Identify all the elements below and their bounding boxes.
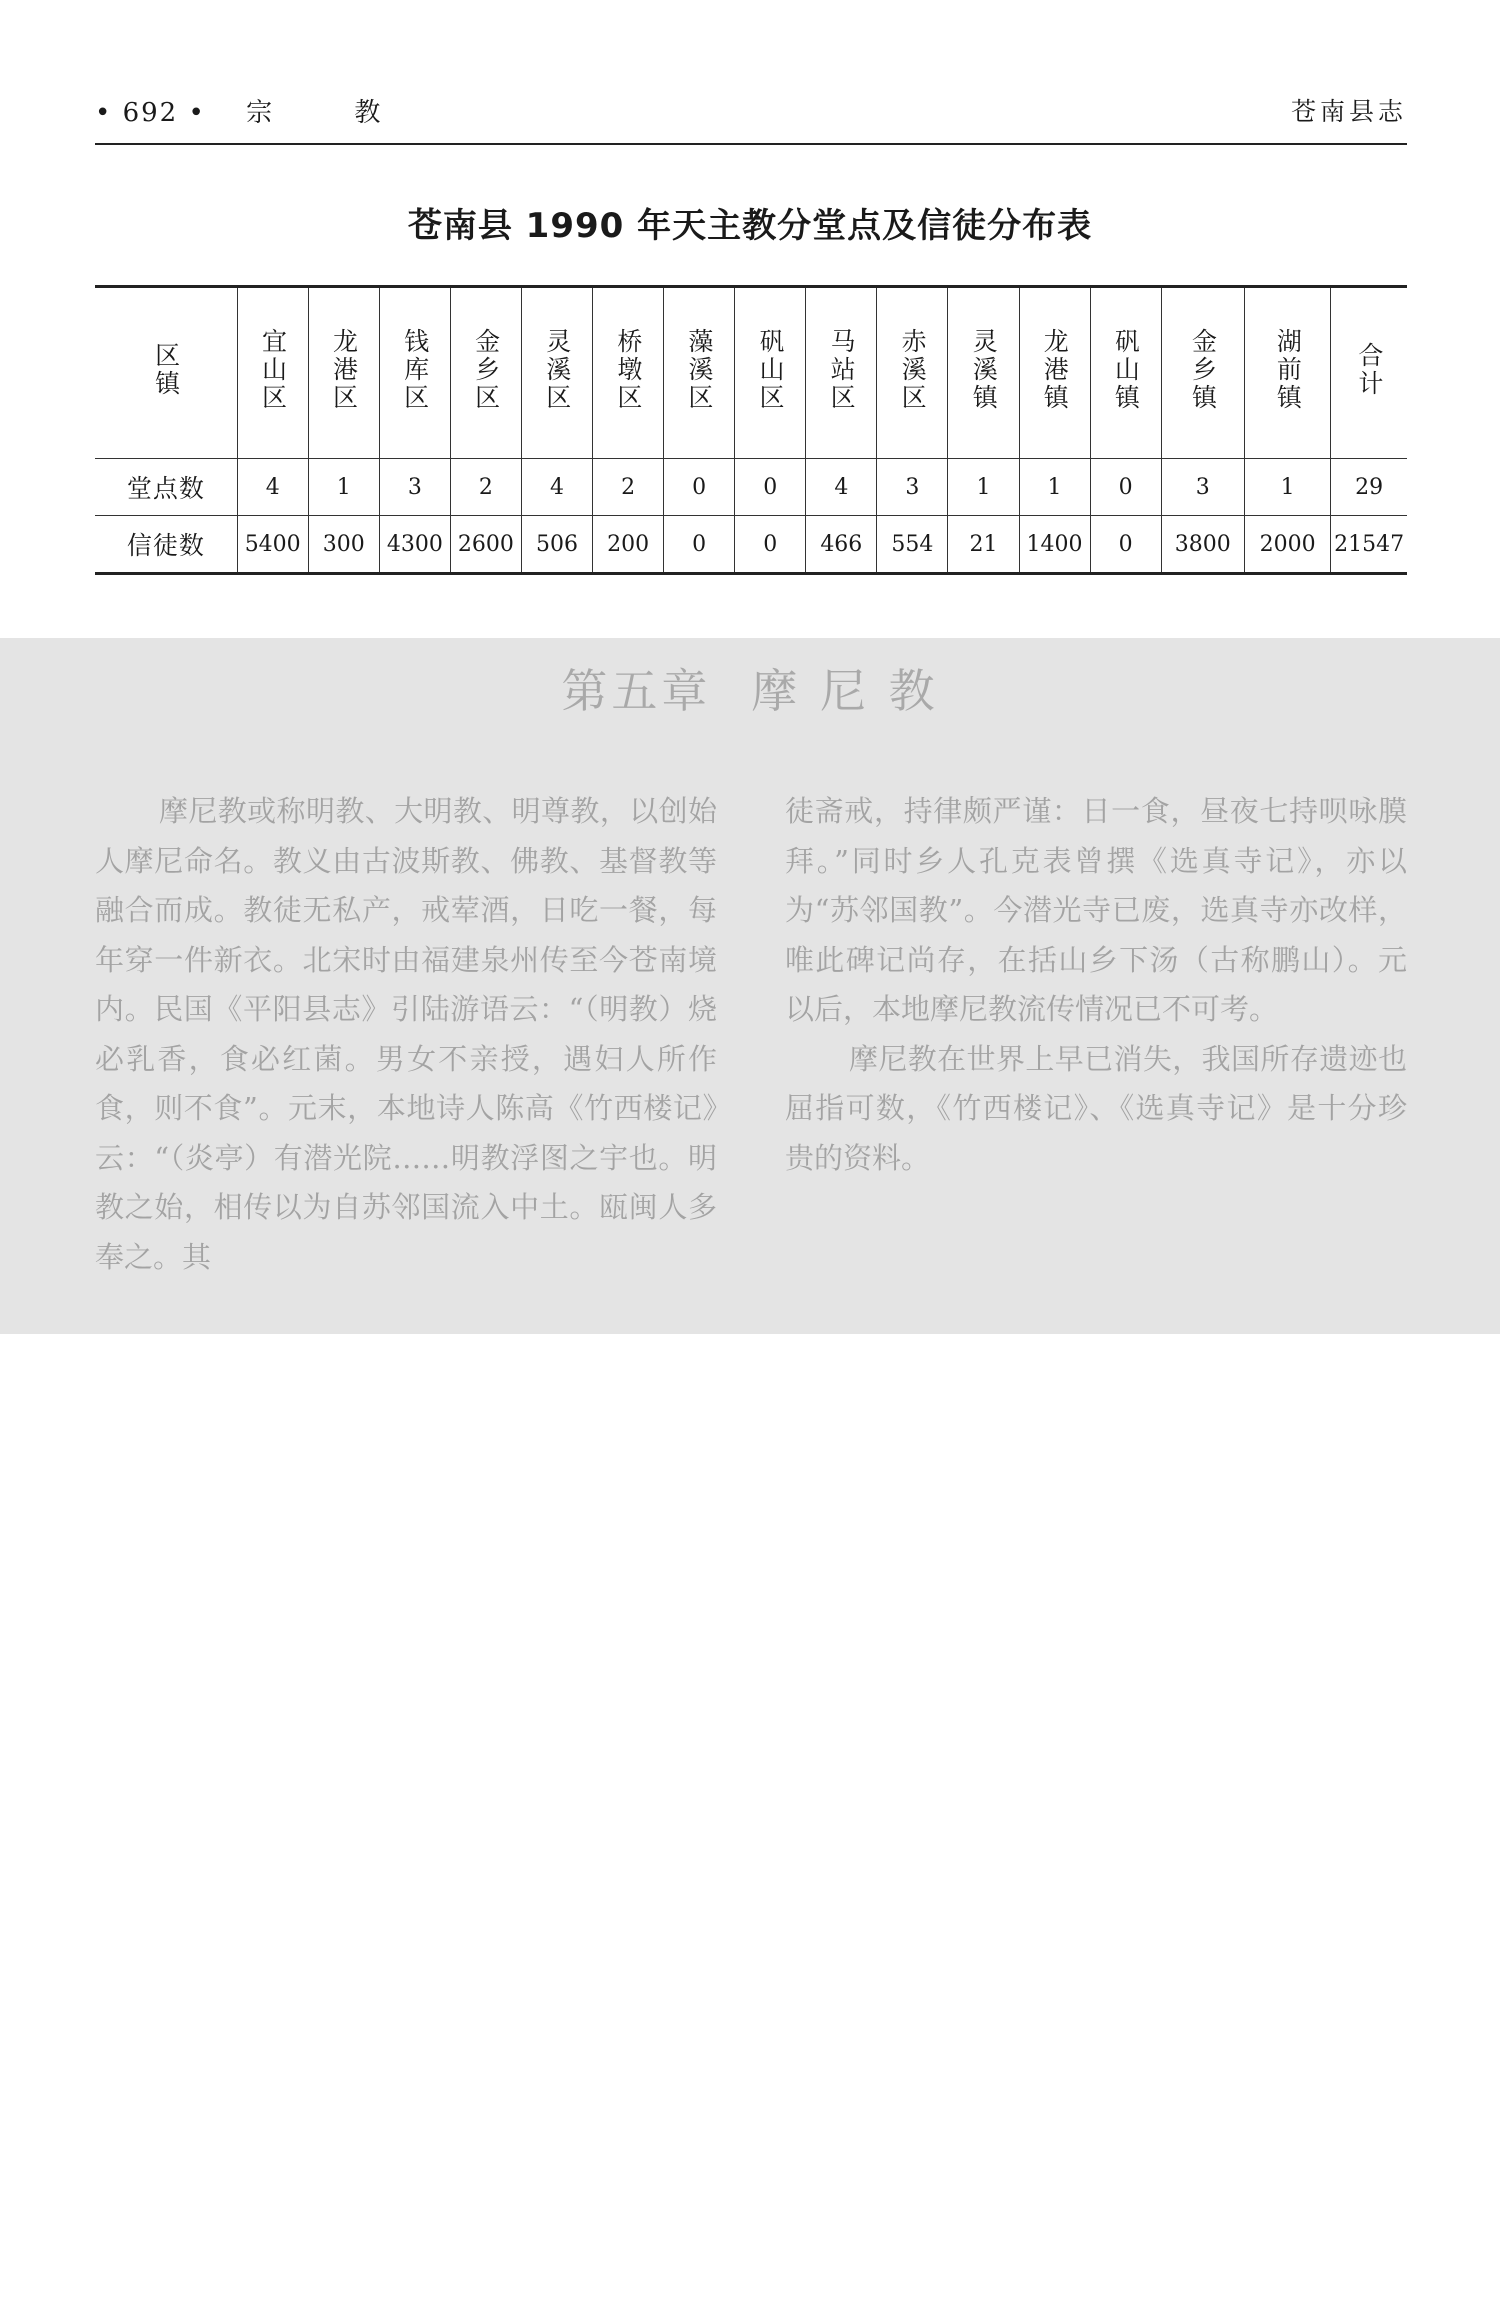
table-cell: 21 (948, 516, 1019, 574)
paragraph: 摩尼教在世界上早已消失，我国所存遗迹也屈指可数，《竹西楼记》、《选真寺记》是十分珍贵的资料。 (785, 1041, 1407, 1175)
column-header (308, 287, 379, 459)
header-left (95, 92, 412, 129)
column-header-label: 赤溪区 (898, 328, 928, 412)
table-header-row (95, 287, 1407, 459)
chapter-number: 第五章 (561, 664, 712, 718)
column-header (806, 287, 877, 459)
table-cell: 4300 (379, 516, 450, 574)
column-header-label: 金乡区 (471, 328, 501, 412)
table-cell: 5400 (237, 516, 308, 574)
column-header (379, 287, 450, 459)
column-header (1090, 287, 1161, 459)
column-header (735, 287, 806, 459)
column-header-label: 矾山区 (755, 328, 785, 412)
corner-header (95, 287, 237, 459)
table-cell: 4 (806, 459, 877, 516)
table-cell: 1 (1244, 459, 1330, 516)
table-cell: 1 (1019, 459, 1090, 516)
table-cell: 466 (806, 516, 877, 574)
table-title: 苍南县 1990 年天主教分堂点及信徒分布表 (407, 206, 1093, 246)
table-cell: 2 (450, 459, 521, 516)
column-header (877, 287, 948, 459)
table-cell: 3800 (1161, 516, 1244, 574)
column-header (593, 287, 664, 459)
column-header-label: 桥墩区 (613, 328, 643, 412)
table-cell: 0 (664, 459, 735, 516)
table-cell: 2 (593, 459, 664, 516)
table-cell: 3 (877, 459, 948, 516)
column-header (1161, 287, 1244, 459)
paragraph: 摩尼教或称明教、大明教、明尊教，以创始人摩尼命名。教义由古波斯教、佛教、基督教等融合而成。教徒无私产，戒荤酒，日吃一餐，每年穿一件新衣。北宋时由福建泉州传至今苍南境内。民国《平阳县志》引陆游语云：“（明教）烧必乳香，食必红菌。男女不亲授，遇妇人所作食，则不食”。元末，本地诗人陈高《竹西楼记》云：“（炎亭）有潜光院……明教浮图之宇也。明教之始，相传以为自苏邻国流入中土。瓯闽人多奉之。其 (95, 794, 717, 1274)
chapter-name: 摩 尼 教 (751, 664, 939, 718)
table-cell: 4 (237, 459, 308, 516)
table-cell: 4 (521, 459, 592, 516)
column-header (948, 287, 1019, 459)
table-cell: 21547 (1331, 516, 1407, 574)
header-rule (95, 143, 1407, 145)
column-header-label: 灵溪区 (542, 328, 572, 412)
column-header-label: 合计 (1354, 342, 1384, 398)
column-header (450, 287, 521, 459)
distribution-table (95, 285, 1407, 575)
column-header-label: 灵溪镇 (969, 328, 999, 412)
table-cell: 0 (1090, 459, 1161, 516)
row-label: 信徒数 (95, 516, 237, 574)
column-header-label: 湖前镇 (1273, 328, 1303, 412)
column-header-label: 钱库区 (400, 328, 430, 412)
column-header (1331, 287, 1407, 459)
table-cell: 1400 (1019, 516, 1090, 574)
table-row (95, 459, 1407, 516)
column-header (664, 287, 735, 459)
column-header (237, 287, 308, 459)
page-number: • 692 • (95, 98, 206, 128)
table-cell: 300 (308, 516, 379, 574)
column-header (521, 287, 592, 459)
table-cell: 2600 (450, 516, 521, 574)
book-title: 苍南县志 (1290, 97, 1407, 126)
column-header-label: 龙港区 (329, 328, 359, 412)
column-header-label: 藻溪区 (684, 328, 714, 412)
running-header (95, 92, 1407, 144)
column-header-label: 马站区 (827, 328, 857, 412)
chapter-title (0, 655, 1500, 721)
table-cell: 0 (735, 516, 806, 574)
corner-label: 区镇 (151, 342, 181, 398)
column-header-label: 龙港镇 (1040, 328, 1070, 412)
table-cell: 0 (664, 516, 735, 574)
column-header-label: 金乡镇 (1188, 328, 1218, 412)
table-cell: 29 (1331, 459, 1407, 516)
column-header (1244, 287, 1330, 459)
paragraph: 徒斋戒，持律颇严谨：日一食，昼夜七持呗咏膜拜。”同时乡人孔克表曾撰《选真寺记》，亦以为“苏邻国教”。今潜光寺已废，选真寺亦改样，唯此碑记尚存，在括山乡下汤（古称鹏山）。元以后，本地摩尼教流传情况已不可考。 (785, 794, 1407, 1026)
section-name-a: 宗 (246, 98, 275, 128)
table-cell: 3 (379, 459, 450, 516)
table-cell: 0 (1090, 516, 1161, 574)
table-cell: 0 (735, 459, 806, 516)
table-cell: 1 (948, 459, 1019, 516)
column-header-label: 宜山区 (258, 328, 288, 412)
text-column-right (785, 787, 1407, 1183)
table-cell: 506 (521, 516, 592, 574)
table-cell: 554 (877, 516, 948, 574)
section-name-b: 教 (354, 98, 383, 128)
text-column-left (95, 787, 717, 1282)
table-row (95, 516, 1407, 574)
table-cell: 3 (1161, 459, 1244, 516)
column-header (1019, 287, 1090, 459)
row-label: 堂点数 (95, 459, 237, 516)
table-cell: 200 (593, 516, 664, 574)
table-cell: 1 (308, 459, 379, 516)
column-header-label: 矾山镇 (1111, 328, 1141, 412)
table-cell: 2000 (1244, 516, 1330, 574)
